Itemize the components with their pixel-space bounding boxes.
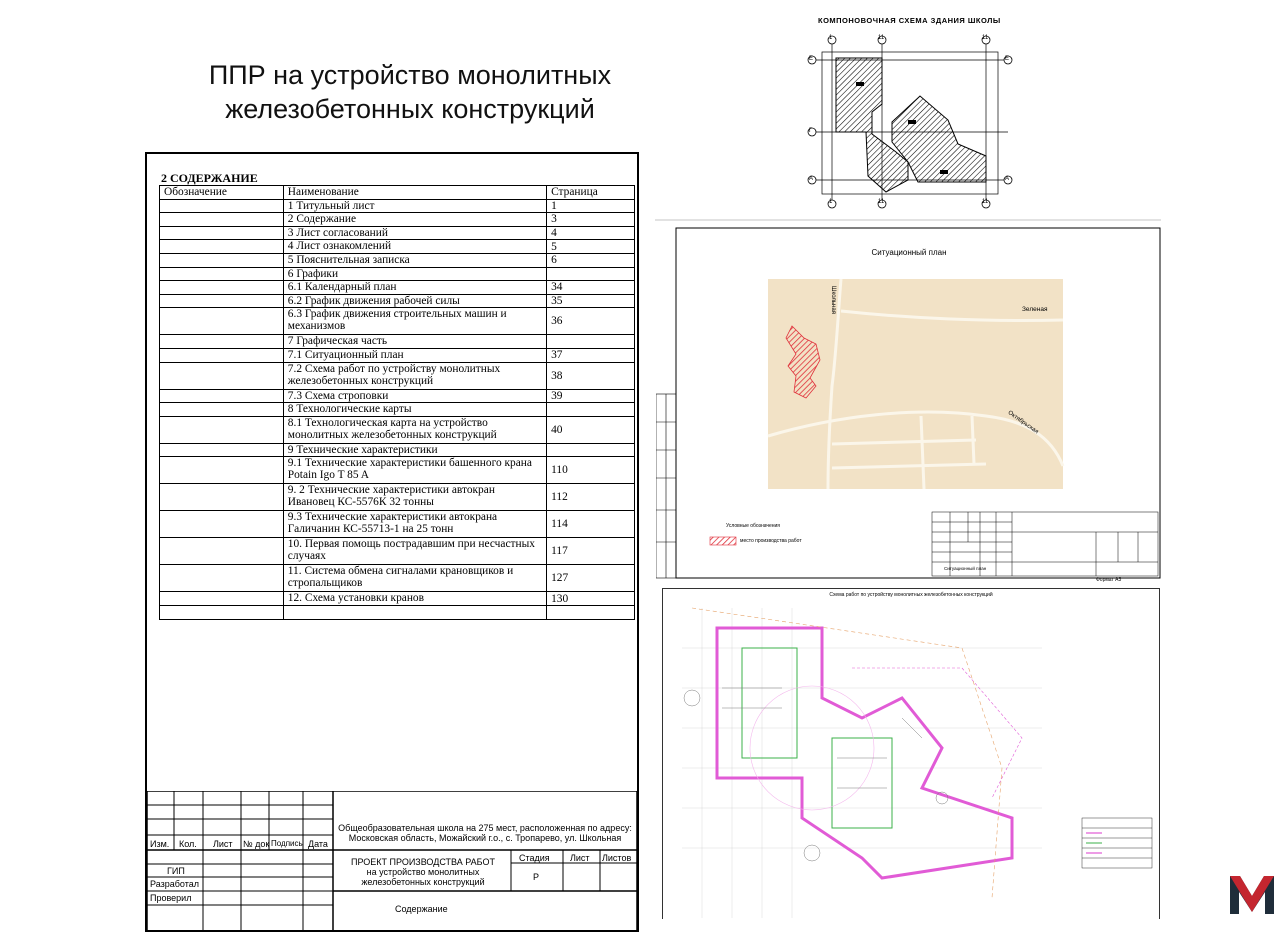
contents-row — [160, 416, 635, 443]
row-page — [547, 335, 635, 349]
row-page: 4 — [547, 226, 635, 240]
row-designation — [160, 362, 284, 389]
row-name: 11. Система обмена сигналами крановщиков и стропальщиков — [283, 565, 546, 592]
layout-scheme-drawing — [800, 12, 1020, 212]
axis-top-1: 1 — [829, 35, 833, 41]
contents-row — [160, 565, 635, 592]
row-designation — [160, 592, 284, 606]
row-name: 3 Лист согласований — [283, 226, 546, 240]
row-designation — [160, 294, 284, 308]
axis-left-3: А — [809, 176, 814, 182]
row-designation — [160, 308, 284, 335]
row-name: 6.1 Календарный план — [283, 281, 546, 295]
header-designation: Обозначение — [160, 186, 284, 200]
row-designation — [160, 348, 284, 362]
row-page — [547, 403, 635, 417]
stamp-col-date: Дата — [308, 839, 328, 849]
row-page: 117 — [547, 538, 635, 565]
contents-sheet — [145, 152, 639, 932]
contents-rows — [160, 199, 635, 619]
header-name: Наименование — [283, 186, 546, 200]
situation-stamp-sheet-name: Ситуационный план — [944, 566, 987, 571]
contents-row — [160, 335, 635, 349]
row-page: 1 — [547, 199, 635, 213]
row-page: 36 — [547, 308, 635, 335]
contents-heading: 2 СОДЕРЖАНИЕ — [161, 171, 258, 185]
street-label-oktyabrskaya: Октябрьская — [1006, 410, 1040, 436]
row-name: 10. Первая помощь пострадавшим при несчастных случаях — [283, 538, 546, 565]
contents-header-row — [160, 186, 635, 200]
brand-logo — [1228, 872, 1276, 916]
row-page: 39 — [547, 389, 635, 403]
stamp-col-sign: Подпись — [271, 839, 303, 848]
axis-left-1: Е — [809, 56, 814, 62]
legend-item-work-area: место производства работ — [740, 538, 802, 544]
row-designation — [160, 226, 284, 240]
contents-row — [160, 511, 635, 538]
row-name: 5 Пояснительная записка — [283, 253, 546, 267]
stamp-role-gip: ГИП — [167, 866, 185, 876]
contents-row — [160, 457, 635, 484]
layout-scheme-title: КОМПОНОВОЧНАЯ СХЕМА ЗДАНИЯ ШКОЛЫ — [818, 16, 1001, 25]
contents-row — [160, 443, 635, 457]
row-page: 130 — [547, 592, 635, 606]
axis-top-3: 11 — [982, 35, 989, 41]
row-page: 40 — [547, 416, 635, 443]
row-name: 7.1 Ситуационный план — [283, 348, 546, 362]
stamp-object-line-2: Московская область, Можайский г.о., с. Тропарево, ул. Школьная — [348, 833, 622, 843]
street-label-shkolnaya: Школьная — [830, 286, 836, 314]
stamp-role-checker: Проверил — [150, 893, 192, 903]
slide-title-line-1: ППР на устройство монолитных — [208, 60, 612, 90]
axis-bottom-3: 11 — [982, 199, 989, 205]
row-name: 6.2 График движения рабочей силы — [283, 294, 546, 308]
works-scheme-title: Схема работ по устройству монолитных железобетонных конструкций — [829, 592, 993, 598]
situation-format: Формат А3 — [1096, 577, 1122, 583]
row-designation — [160, 511, 284, 538]
row-page: 5 — [547, 240, 635, 254]
row-name: 2 Содержание — [283, 213, 546, 227]
situation-plan-title: Ситуационный план — [871, 248, 947, 257]
row-name: 6 Графики — [283, 267, 546, 281]
row-designation — [160, 281, 284, 295]
stamp-project — [335, 857, 511, 887]
contents-table — [159, 185, 635, 620]
situation-plan-drawing — [656, 226, 1162, 586]
legend-title: Условные обозначения — [726, 523, 781, 529]
stamp-project-line-3: железобетонных конструкций — [361, 877, 485, 887]
contents-row — [160, 389, 635, 403]
row-designation — [160, 416, 284, 443]
stamp-stage-value: Р — [533, 872, 540, 882]
row-page: 3 — [547, 213, 635, 227]
contents-row — [160, 226, 635, 240]
building-layout-scheme — [800, 12, 1020, 212]
axis-top-2: 11 — [878, 35, 885, 41]
contents-row — [160, 199, 635, 213]
row-page: 127 — [547, 565, 635, 592]
row-page — [547, 267, 635, 281]
stamp-object-line-1: Общеобразовательная школа на 275 мест, расположенная по адресу: — [338, 823, 632, 833]
stamp-col-list: Лист — [213, 839, 233, 849]
works-scheme-sheet — [662, 588, 1160, 919]
row-page: 37 — [547, 348, 635, 362]
row-name: 8.1 Технологическая карта на устройство монолитных железобетонных конструкций — [283, 416, 546, 443]
row-name: 9 Технические характеристики — [283, 443, 546, 457]
row-name: 7 Графическая часть — [283, 335, 546, 349]
contents-row — [160, 403, 635, 417]
contents-row — [160, 253, 635, 267]
row-page: 112 — [547, 484, 635, 511]
stamp-col-doc: № док — [243, 839, 270, 849]
row-designation — [160, 565, 284, 592]
row-name: 9. 2 Технические характеристики автокран Ивановец КС-5576К 32 тонны — [283, 484, 546, 511]
contents-row — [160, 267, 635, 281]
row-designation — [160, 389, 284, 403]
axis-bottom-1: 1 — [829, 199, 833, 205]
row-designation — [160, 213, 284, 227]
slide-title — [150, 58, 670, 126]
stamp-sheet-name: Содержание — [395, 904, 448, 914]
row-name: 12. Схема установки кранов — [283, 592, 546, 606]
stamp-role-developer: Разработал — [150, 879, 199, 889]
row-designation — [160, 443, 284, 457]
row-name: 1 Титульный лист — [283, 199, 546, 213]
stamp-object — [335, 823, 635, 843]
street-label-zelenaya: Зеленая — [1022, 306, 1048, 313]
stamp-col-kol: Кол. — [179, 839, 197, 849]
row-designation — [160, 267, 284, 281]
stamp-project-line-2: на устройство монолитных — [366, 867, 480, 877]
row-page: 34 — [547, 281, 635, 295]
contents-row — [160, 281, 635, 295]
stamp-project-line-1: ПРОЕКТ ПРОИЗВОДСТВА РАБОТ — [351, 857, 495, 867]
row-name: 4 Лист ознакомлений — [283, 240, 546, 254]
situation-plan-sheet — [656, 226, 1162, 586]
row-designation — [160, 240, 284, 254]
row-designation — [160, 335, 284, 349]
row-page: 38 — [547, 362, 635, 389]
divider-top — [655, 219, 1161, 221]
row-name: 9.1 Технические характеристики башенного крана Potain Igo T 85 A — [283, 457, 546, 484]
stamp-col-izm: Изм. — [150, 839, 170, 849]
row-name: 7.2 Схема работ по устройству монолитных железобетонных конструкций — [283, 362, 546, 389]
header-page: Страница — [547, 186, 635, 200]
row-designation — [160, 199, 284, 213]
row-page: 110 — [547, 457, 635, 484]
contents-row — [160, 294, 635, 308]
axis-bottom-2: 11 — [878, 199, 885, 205]
contents-row — [160, 308, 635, 335]
row-page: 6 — [547, 253, 635, 267]
row-designation — [160, 457, 284, 484]
row-designation — [160, 484, 284, 511]
stamp-sheet-label: Лист — [570, 853, 590, 863]
row-name: 9.3 Технические характеристики автокрана Галичанин КС-55713-1 на 25 тонн — [283, 511, 546, 538]
row-designation — [160, 253, 284, 267]
contents-row — [160, 592, 635, 606]
stamp-sheets-label: Листов — [602, 853, 632, 863]
contents-row — [160, 348, 635, 362]
row-name: 6.3 График движения строительных машин и механизмов — [283, 308, 546, 335]
axis-left-2: Г — [809, 128, 813, 134]
title-block — [147, 791, 637, 931]
row-page: 35 — [547, 294, 635, 308]
row-name: 8 Технологические карты — [283, 403, 546, 417]
axis-right-2: А — [1005, 176, 1010, 182]
contents-row — [160, 240, 635, 254]
works-scheme-drawing — [662, 588, 1160, 919]
stamp-stage-label: Стадия — [519, 853, 550, 863]
row-page: 114 — [547, 511, 635, 538]
contents-row — [160, 362, 635, 389]
row-page — [547, 443, 635, 457]
slide-title-line-2: железобетонных конструкций — [225, 94, 595, 124]
row-designation — [160, 403, 284, 417]
row-name: 7.3 Схема строповки — [283, 389, 546, 403]
contents-row — [160, 484, 635, 511]
contents-row — [160, 213, 635, 227]
axis-right-1: Е — [1005, 56, 1010, 62]
row-designation — [160, 538, 284, 565]
contents-row — [160, 538, 635, 565]
